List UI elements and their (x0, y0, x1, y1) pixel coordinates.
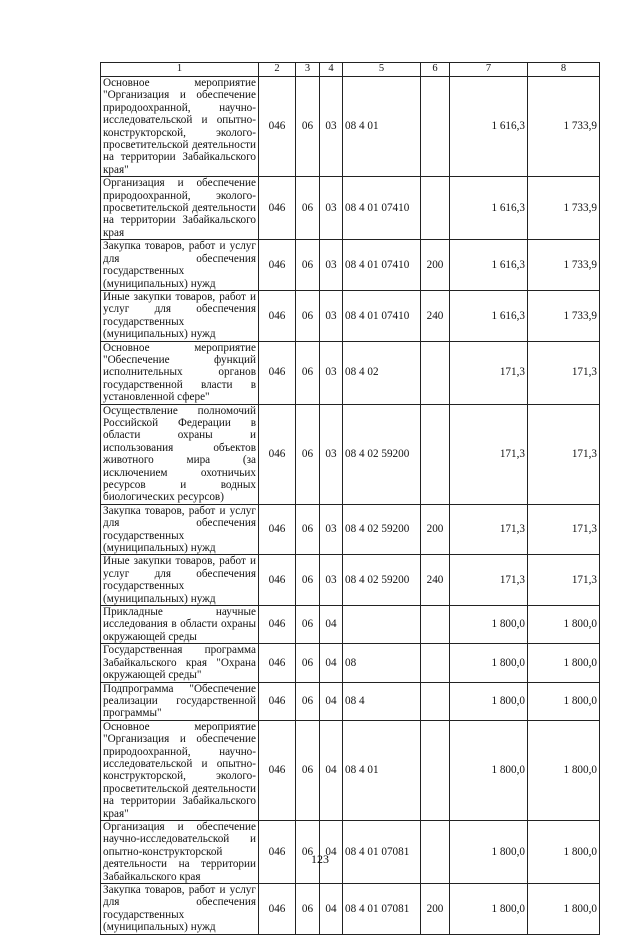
row-name: Закупка товаров, работ и услуг для обеспечения государственных (муниципальных) нужд (101, 240, 259, 291)
row-name: Подпрограмма "Обеспечение реализации государственной программы" (101, 682, 259, 720)
row-code: 046 (259, 720, 296, 820)
header-col-5: 5 (343, 63, 421, 77)
table-row (101, 177, 600, 240)
row-sum-col7: 1 616,3 (450, 240, 528, 291)
row-type (421, 77, 450, 177)
row-section: 06 (296, 820, 320, 883)
row-section: 06 (296, 555, 320, 606)
row-target: 08 4 02 59200 (343, 404, 421, 504)
row-code: 046 (259, 555, 296, 606)
row-section: 06 (296, 644, 320, 682)
row-sum-col8: 1 800,0 (528, 720, 600, 820)
row-type: 200 (421, 884, 450, 935)
row-sum-col8: 1 733,9 (528, 240, 600, 291)
table-row (101, 644, 600, 682)
row-subsection: 03 (320, 341, 343, 404)
row-code: 046 (259, 341, 296, 404)
row-sum-col7: 1 800,0 (450, 720, 528, 820)
row-section: 06 (296, 682, 320, 720)
header-col-4: 4 (320, 63, 343, 77)
row-code: 046 (259, 504, 296, 555)
table-row (101, 404, 600, 504)
row-sum-col7: 1 800,0 (450, 682, 528, 720)
row-type: 240 (421, 555, 450, 606)
row-section: 06 (296, 77, 320, 177)
row-code: 046 (259, 682, 296, 720)
row-section: 06 (296, 720, 320, 820)
row-sum-col7: 171,3 (450, 504, 528, 555)
row-subsection: 03 (320, 555, 343, 606)
header-col-7: 7 (450, 63, 528, 77)
row-section: 06 (296, 341, 320, 404)
row-type (421, 341, 450, 404)
row-type (421, 644, 450, 682)
row-type (421, 404, 450, 504)
row-code: 046 (259, 77, 296, 177)
row-name: Закупка товаров, работ и услуг для обеспечения государственных (муниципальных) нужд (101, 504, 259, 555)
row-subsection: 04 (320, 884, 343, 935)
table-row (101, 884, 600, 935)
table-row (101, 606, 600, 644)
row-target: 08 4 01 07081 (343, 884, 421, 935)
table-row (101, 341, 600, 404)
row-sum-col8: 1 800,0 (528, 820, 600, 883)
row-type (421, 606, 450, 644)
row-sum-col8: 1 733,9 (528, 77, 600, 177)
row-sum-col7: 171,3 (450, 555, 528, 606)
row-section: 06 (296, 240, 320, 291)
row-target: 08 4 02 (343, 341, 421, 404)
row-sum-col8: 1 733,9 (528, 177, 600, 240)
row-target (343, 606, 421, 644)
row-sum-col7: 1 616,3 (450, 77, 528, 177)
row-type: 240 (421, 290, 450, 341)
row-sum-col7: 171,3 (450, 404, 528, 504)
header-col-1: 1 (101, 63, 259, 77)
row-subsection: 03 (320, 290, 343, 341)
row-code: 046 (259, 884, 296, 935)
page-number: 123 (311, 852, 329, 866)
row-name: Прикладные научные исследования в области охраны окружающей среды (101, 606, 259, 644)
row-sum-col8: 1 733,9 (528, 290, 600, 341)
table-row (101, 290, 600, 341)
row-code: 046 (259, 820, 296, 883)
row-target: 08 4 (343, 682, 421, 720)
table-body (101, 77, 600, 935)
row-name: Организация и обеспечение научно-исследовательской и опытно-конструкторской деятельности на территории Забайкальского края (101, 820, 259, 883)
row-sum-col7: 1 800,0 (450, 644, 528, 682)
row-target: 08 4 01 07410 (343, 290, 421, 341)
table-row (101, 77, 600, 177)
row-code: 046 (259, 606, 296, 644)
row-sum-col8: 1 800,0 (528, 644, 600, 682)
row-subsection: 04 (320, 682, 343, 720)
row-sum-col8: 171,3 (528, 555, 600, 606)
row-subsection: 04 (320, 644, 343, 682)
table-row (101, 682, 600, 720)
row-target: 08 4 01 07081 (343, 820, 421, 883)
row-target: 08 4 01 07410 (343, 240, 421, 291)
row-sum-col7: 171,3 (450, 341, 528, 404)
row-type: 200 (421, 240, 450, 291)
table-row (101, 720, 600, 820)
header-col-2: 2 (259, 63, 296, 77)
row-target: 08 (343, 644, 421, 682)
row-name: Иные закупки товаров, работ и услуг для обеспечения государственных (муниципальных) нужд (101, 290, 259, 341)
row-sum-col7: 1 800,0 (450, 820, 528, 883)
table-row (101, 240, 600, 291)
row-name: Иные закупки товаров, работ и услуг для обеспечения государственных (муниципальных) нужд (101, 555, 259, 606)
row-target: 08 4 02 59200 (343, 555, 421, 606)
row-type (421, 177, 450, 240)
row-target: 08 4 01 (343, 720, 421, 820)
row-name: Осуществление полномочий Российской Федерации в области охраны и использования объектов животного мира (за исключением охотничьих ресурсов и водных биологических ресурсов) (101, 404, 259, 504)
row-subsection: 03 (320, 404, 343, 504)
row-target: 08 4 02 59200 (343, 504, 421, 555)
table-row (101, 504, 600, 555)
row-sum-col8: 1 800,0 (528, 682, 600, 720)
row-section: 06 (296, 884, 320, 935)
row-code: 046 (259, 240, 296, 291)
header-col-3: 3 (296, 63, 320, 77)
row-sum-col8: 171,3 (528, 341, 600, 404)
row-subsection: 04 (320, 720, 343, 820)
row-code: 046 (259, 404, 296, 504)
budget-table (100, 62, 600, 935)
row-section: 06 (296, 404, 320, 504)
row-sum-col8: 171,3 (528, 504, 600, 555)
row-subsection: 04 (320, 606, 343, 644)
row-name: Основное мероприятие "Организация и обеспечение природоохранной, научно-исследовательской и опытно-конструкторской, эколого-просветительской деятельности на территории Забайкальского края" (101, 720, 259, 820)
row-section: 06 (296, 606, 320, 644)
row-type (421, 720, 450, 820)
row-section: 06 (296, 504, 320, 555)
row-subsection: 03 (320, 240, 343, 291)
row-code: 046 (259, 177, 296, 240)
row-name: Закупка товаров, работ и услуг для обеспечения государственных (муниципальных) нужд (101, 884, 259, 935)
row-name: Основное мероприятие "Обеспечение функций исполнительных органов государственной власти в установленной сфере" (101, 341, 259, 404)
row-type: 200 (421, 504, 450, 555)
row-type (421, 682, 450, 720)
row-sum-col7: 1 616,3 (450, 290, 528, 341)
row-subsection: 03 (320, 77, 343, 177)
table-row (101, 555, 600, 606)
row-sum-col7: 1 616,3 (450, 177, 528, 240)
header-col-8: 8 (528, 63, 600, 77)
row-sum-col7: 1 800,0 (450, 606, 528, 644)
row-subsection: 03 (320, 177, 343, 240)
row-sum-col8: 1 800,0 (528, 884, 600, 935)
row-section: 06 (296, 290, 320, 341)
row-sum-col8: 1 800,0 (528, 606, 600, 644)
row-target: 08 4 01 (343, 77, 421, 177)
row-section: 06 (296, 177, 320, 240)
row-name: Государственная программа Забайкальского края "Охрана окружающей среды" (101, 644, 259, 682)
row-sum-col7: 1 800,0 (450, 884, 528, 935)
row-name: Основное мероприятие "Организация и обеспечение природоохранной, научно-исследовательской и опытно-конструкторской, эколого-просветительской деятельности на территории Забайкальского края" (101, 77, 259, 177)
row-sum-col8: 171,3 (528, 404, 600, 504)
row-name: Организация и обеспечение природоохранной, эколого-просветительской деятельности на территории Забайкальского края (101, 177, 259, 240)
table-header-row (101, 63, 600, 77)
header-col-6: 6 (421, 63, 450, 77)
row-target: 08 4 01 07410 (343, 177, 421, 240)
row-subsection: 04 (320, 820, 343, 883)
row-subsection: 03 (320, 504, 343, 555)
row-code: 046 (259, 290, 296, 341)
row-code: 046 (259, 644, 296, 682)
